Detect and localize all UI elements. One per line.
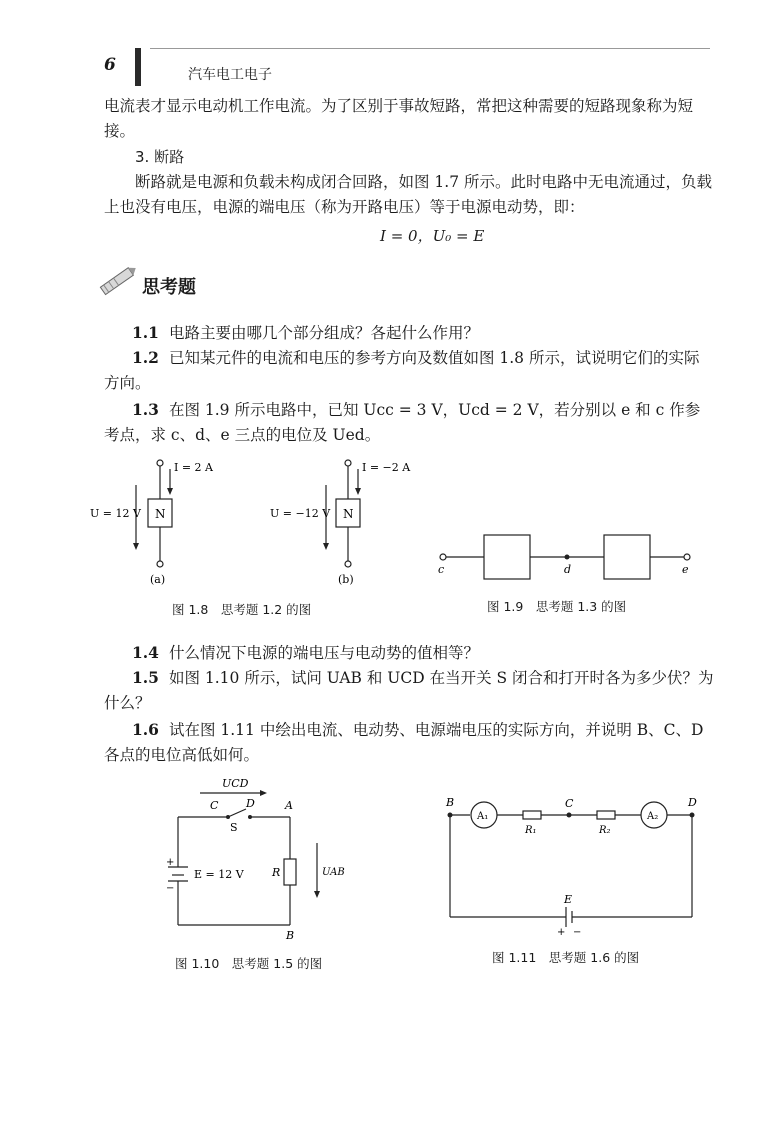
question-text: 如图 1.10 所示，试问 UAB 和 UCD 在当开关 S 闭合和打开时各为多少伏？为什么？ <box>104 669 714 712</box>
question-text: 电路主要由哪几个部分组成？各起什么作用？ <box>168 324 479 342</box>
question-number: 1.4 <box>132 643 159 662</box>
paragraph-open-circuit: 断路就是电源和负载未构成闭合回路，如图 1.7 所示。此时电路中无电流通过，负载上也没有电压，电源的端电压（称为开路电压）等于电源电动势，即： <box>104 173 713 216</box>
fig110-node-b: B <box>286 929 295 942</box>
fig111-node-b: B <box>446 796 455 809</box>
question-1-6 <box>104 717 714 768</box>
formula-open-circuit: I = 0，U₀ = E <box>380 227 485 245</box>
fig110-ucd-label: UCD <box>222 777 249 790</box>
question-number: 1.5 <box>132 668 159 687</box>
header-rule <box>150 48 710 49</box>
fig111-caption: 图 1.11 思考题 1.6 的图 <box>492 950 640 965</box>
fig18b-current: I = −2 A <box>362 461 411 474</box>
figure-1-8 <box>90 455 411 600</box>
figure-1-10 <box>160 775 360 945</box>
fig111-ammeter-2: A₂ <box>647 811 659 822</box>
fig111-minus: − <box>573 927 582 938</box>
fig19-caption: 图 1.9 思考题 1.3 的图 <box>487 599 627 614</box>
fig18b-voltage: U = −12 V <box>270 507 331 520</box>
figure-1-9 <box>430 525 700 595</box>
question-number: 1.2 <box>132 348 159 367</box>
fig110-node-c: C <box>210 799 219 812</box>
fig18a-current: I = 2 A <box>174 461 213 474</box>
question-1-4 <box>104 640 714 666</box>
question-number: 1.1 <box>132 323 159 342</box>
pencil-icon <box>96 262 140 300</box>
fig110-switch-label: S <box>230 821 238 834</box>
fig110-resistor-label: R <box>272 866 281 879</box>
fig110-uab-label: UAB <box>322 867 345 878</box>
fig111-emf-label: E <box>564 893 573 906</box>
thinking-questions-title: 思考题 <box>142 277 196 298</box>
fig19-node-d: d <box>564 563 572 576</box>
question-text: 在图 1.9 所示电路中，已知 Ucc = 3 V，Ucd = 2 V，若分别以 e 和 c 作参考点，求 c、d、e 三点的电位及 Ued。 <box>104 401 701 444</box>
fig110-node-a: A <box>285 799 293 812</box>
question-text: 已知某元件的电流和电压的参考方向及数值如图 1.8 所示，试说明它们的实际方向。 <box>104 349 700 392</box>
page-number: 6 <box>104 55 116 75</box>
fig111-ammeter-1: A₁ <box>477 811 489 822</box>
question-1-5 <box>104 665 714 716</box>
question-1-1 <box>104 320 714 346</box>
fig19-node-e: e <box>682 563 689 576</box>
question-1-2 <box>104 345 714 396</box>
figure-1-11 <box>440 795 710 940</box>
question-text: 什么情况下电源的端电压与电动势的值相等？ <box>168 644 479 662</box>
fig110-node-d: D <box>246 797 255 810</box>
question-1-3 <box>104 397 714 448</box>
fig111-node-c: C <box>565 797 574 810</box>
question-number: 1.6 <box>132 720 159 739</box>
fig111-node-d: D <box>688 796 697 809</box>
fig111-resistor-1: R₁ <box>525 825 537 836</box>
fig18a-voltage: U = 12 V <box>90 507 141 520</box>
fig110-minus: − <box>166 883 175 894</box>
running-title: 汽车电工电子 <box>188 67 272 83</box>
question-text: 试在图 1.11 中绘出电流、电动势、电源端电压的实际方向，并说明 B、C、D 各点的电位高低如何。 <box>104 721 704 764</box>
fig111-plus: + <box>557 927 566 938</box>
paragraph-short-circuit: 电流表才显示电动机工作电流。为了区别于事故短路，常把这种需要的短路现象称为短接。 <box>104 97 694 140</box>
fig111-resistor-2: R₂ <box>599 825 611 836</box>
fig18b-box-label: N <box>343 507 354 521</box>
fig18b-sub-label: (b) <box>338 573 354 586</box>
question-number: 1.3 <box>132 400 159 419</box>
header-bar <box>135 48 141 86</box>
fig18a-box-label: N <box>155 507 166 521</box>
fig110-plus: + <box>166 857 175 868</box>
fig110-emf-label: E = 12 V <box>194 868 244 881</box>
section-title-open-circuit: 3. 断路 <box>135 148 185 166</box>
fig18a-sub-label: (a) <box>150 573 166 586</box>
fig19-node-c: c <box>438 563 445 576</box>
fig110-caption: 图 1.10 思考题 1.5 的图 <box>175 956 323 971</box>
fig18-caption: 图 1.8 思考题 1.2 的图 <box>172 602 312 617</box>
